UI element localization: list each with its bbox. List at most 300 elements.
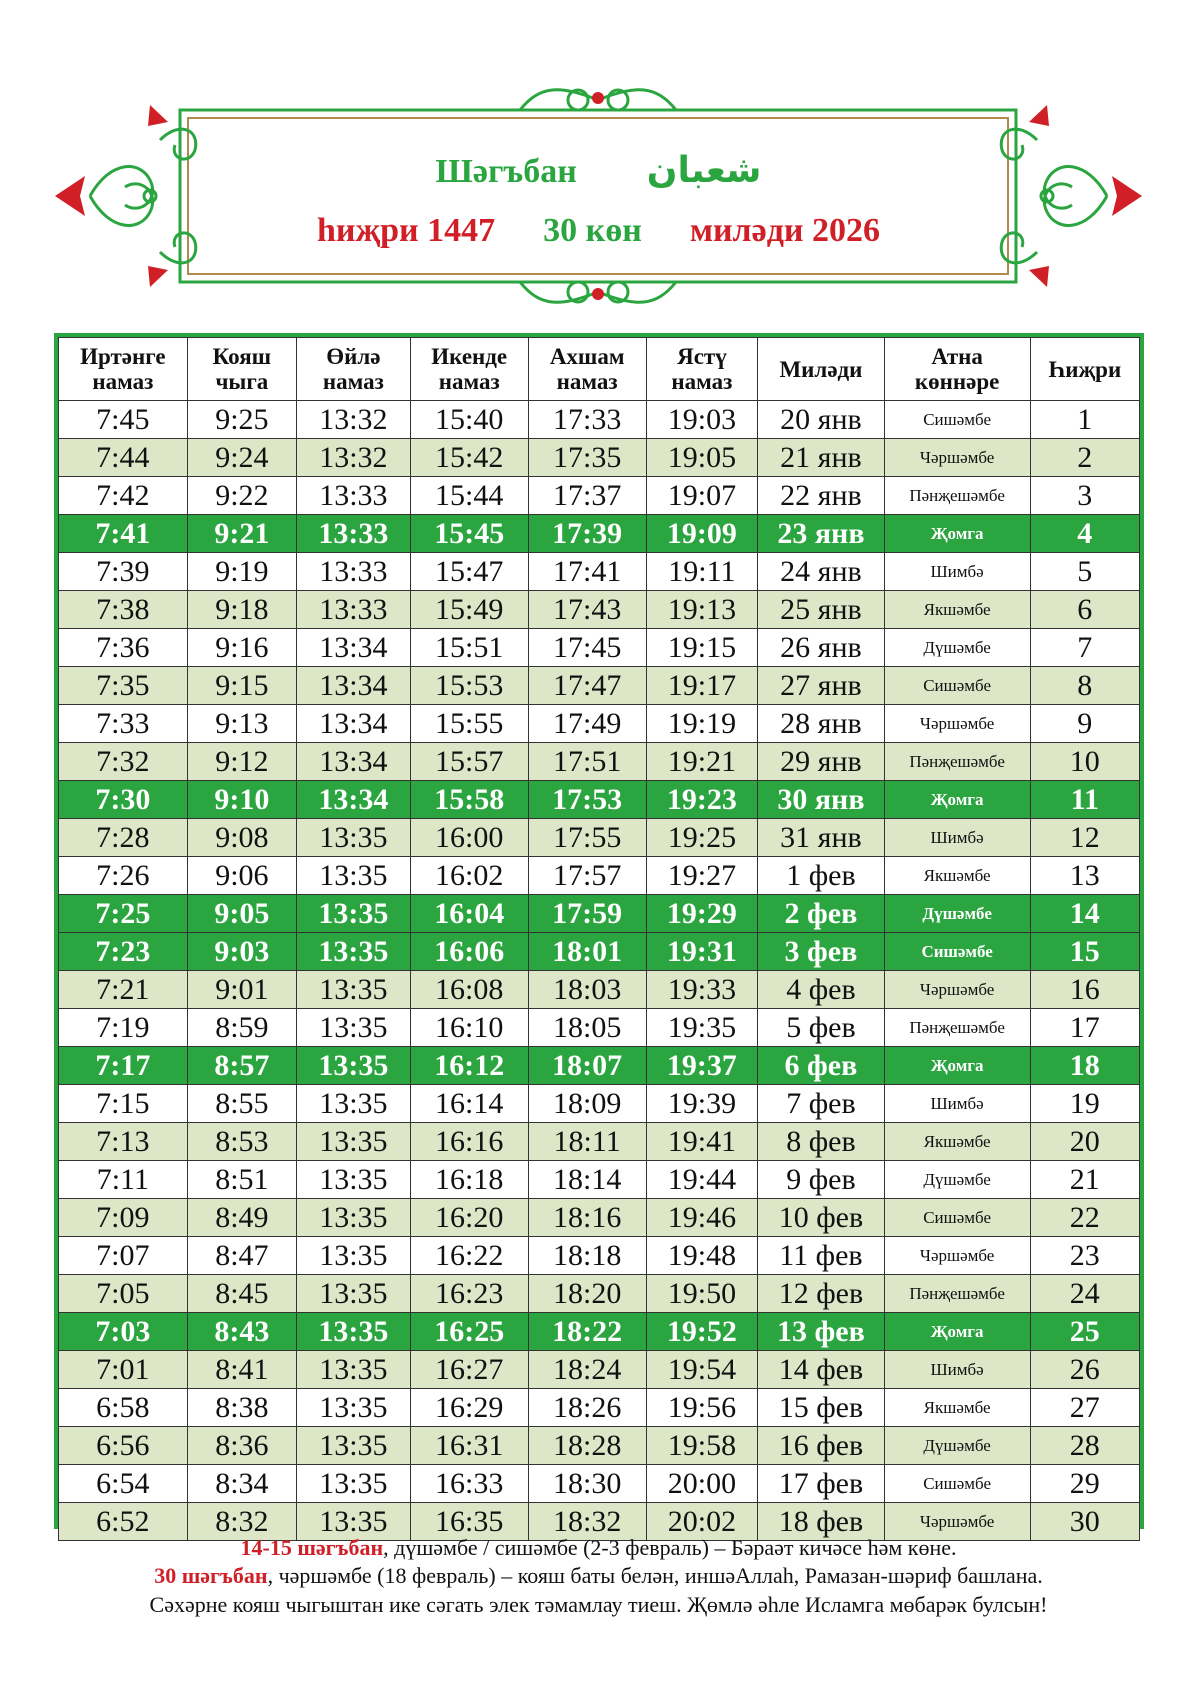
table-row	[59, 591, 1140, 629]
maghrib-time: 18:24	[528, 1351, 646, 1389]
hijri-day: 25	[1030, 1313, 1139, 1351]
maghrib-time: 18:01	[528, 933, 646, 971]
maghrib-time: 18:16	[528, 1199, 646, 1237]
maghrib-time: 17:47	[528, 667, 646, 705]
fajr-time: 7:05	[59, 1275, 188, 1313]
gregorian-date: 24 янв	[758, 553, 885, 591]
dhuhr-time: 13:35	[297, 1427, 411, 1465]
hijri-day: 19	[1030, 1085, 1139, 1123]
hijri-day: 8	[1030, 667, 1139, 705]
hijri-day: 21	[1030, 1161, 1139, 1199]
weekday: Шимбә	[884, 1085, 1030, 1123]
footer-note-ramadan-date: 30 шәгъбан	[154, 1563, 268, 1588]
maghrib-time: 17:43	[528, 591, 646, 629]
sunrise-time: 9:10	[187, 781, 296, 819]
weekday: Пәнҗешәмбе	[884, 477, 1030, 515]
table-row	[59, 781, 1140, 819]
dhuhr-time: 13:35	[297, 1085, 411, 1123]
hijri-day: 12	[1030, 819, 1139, 857]
gregorian-date: 1 фев	[758, 857, 885, 895]
gregorian-date: 21 янв	[758, 439, 885, 477]
hijri-day: 18	[1030, 1047, 1139, 1085]
table-row	[59, 1161, 1140, 1199]
dhuhr-time: 13:33	[297, 515, 411, 553]
hijri-day: 23	[1030, 1237, 1139, 1275]
maghrib-time: 17:55	[528, 819, 646, 857]
asr-time: 16:00	[410, 819, 528, 857]
isha-time: 19:41	[646, 1123, 758, 1161]
weekday: Чәршәмбе	[884, 1503, 1030, 1541]
column-header: Иртәнге намаз	[59, 338, 188, 401]
isha-time: 19:05	[646, 439, 758, 477]
table-row	[59, 1275, 1140, 1313]
asr-time: 16:04	[410, 895, 528, 933]
prayer-times-table-frame	[54, 333, 1144, 1538]
dhuhr-time: 13:34	[297, 629, 411, 667]
gregorian-date: 16 фев	[758, 1427, 885, 1465]
weekday: Дүшәмбе	[884, 1161, 1030, 1199]
asr-time: 15:55	[410, 705, 528, 743]
isha-time: 19:56	[646, 1389, 758, 1427]
fajr-time: 7:41	[59, 515, 188, 553]
hijri-day: 28	[1030, 1427, 1139, 1465]
hijri-day: 30	[1030, 1503, 1139, 1541]
hijri-day: 11	[1030, 781, 1139, 819]
dhuhr-time: 13:35	[297, 857, 411, 895]
hijri-day: 7	[1030, 629, 1139, 667]
dhuhr-time: 13:33	[297, 477, 411, 515]
fajr-time: 7:13	[59, 1123, 188, 1161]
maghrib-time: 18:32	[528, 1503, 646, 1541]
maghrib-time: 17:39	[528, 515, 646, 553]
hijri-day: 5	[1030, 553, 1139, 591]
isha-time: 19:58	[646, 1427, 758, 1465]
column-header: Атна көннәре	[884, 338, 1030, 401]
table-row	[59, 971, 1140, 1009]
asr-time: 16:23	[410, 1275, 528, 1313]
dhuhr-time: 13:35	[297, 819, 411, 857]
sunrise-time: 9:05	[187, 895, 296, 933]
hijri-day: 4	[1030, 515, 1139, 553]
table-row	[59, 667, 1140, 705]
table-row	[59, 1123, 1140, 1161]
maghrib-time: 18:18	[528, 1237, 646, 1275]
fajr-time: 7:26	[59, 857, 188, 895]
asr-time: 15:53	[410, 667, 528, 705]
weekday: Сишәмбе	[884, 667, 1030, 705]
table-body	[59, 401, 1140, 1541]
sunrise-time: 8:36	[187, 1427, 296, 1465]
days-count: 30 көн	[543, 212, 642, 249]
gregorian-date: 8 фев	[758, 1123, 885, 1161]
hijri-day: 1	[1030, 401, 1139, 439]
sunrise-time: 8:43	[187, 1313, 296, 1351]
asr-time: 16:08	[410, 971, 528, 1009]
gregorian-date: 25 янв	[758, 591, 885, 629]
table-row	[59, 1085, 1140, 1123]
sunrise-time: 9:22	[187, 477, 296, 515]
fajr-time: 7:42	[59, 477, 188, 515]
isha-time: 19:37	[646, 1047, 758, 1085]
sunrise-time: 9:21	[187, 515, 296, 553]
table-row	[59, 1465, 1140, 1503]
asr-time: 16:02	[410, 857, 528, 895]
isha-time: 19:03	[646, 401, 758, 439]
table-row	[59, 439, 1140, 477]
gregorian-date: 18 фев	[758, 1503, 885, 1541]
fajr-time: 7:15	[59, 1085, 188, 1123]
column-header: Ястү намаз	[646, 338, 758, 401]
fajr-time: 6:58	[59, 1389, 188, 1427]
table-header	[59, 338, 1140, 401]
hijri-day: 26	[1030, 1351, 1139, 1389]
maghrib-time: 18:28	[528, 1427, 646, 1465]
dhuhr-time: 13:35	[297, 971, 411, 1009]
sunrise-time: 9:03	[187, 933, 296, 971]
maghrib-time: 18:20	[528, 1275, 646, 1313]
isha-time: 19:19	[646, 705, 758, 743]
sunrise-time: 9:18	[187, 591, 296, 629]
weekday: Пәнҗешәмбе	[884, 743, 1030, 781]
fajr-time: 7:33	[59, 705, 188, 743]
gregorian-date: 23 янв	[758, 515, 885, 553]
column-header: Һиҗри	[1030, 338, 1139, 401]
fajr-time: 6:54	[59, 1465, 188, 1503]
asr-time: 15:51	[410, 629, 528, 667]
isha-time: 19:54	[646, 1351, 758, 1389]
sunrise-time: 8:34	[187, 1465, 296, 1503]
isha-time: 19:46	[646, 1199, 758, 1237]
weekday: Сишәмбе	[884, 401, 1030, 439]
hijri-day: 14	[1030, 895, 1139, 933]
asr-time: 16:20	[410, 1199, 528, 1237]
weekday: Дүшәмбе	[884, 895, 1030, 933]
fajr-time: 7:17	[59, 1047, 188, 1085]
month-name-arabic: شعبان	[646, 150, 762, 191]
gregorian-date: 26 янв	[758, 629, 885, 667]
isha-time: 19:44	[646, 1161, 758, 1199]
sunrise-time: 8:53	[187, 1123, 296, 1161]
fajr-time: 6:56	[59, 1427, 188, 1465]
weekday: Чәршәмбе	[884, 971, 1030, 1009]
asr-time: 16:10	[410, 1009, 528, 1047]
weekday: Сишәмбе	[884, 1465, 1030, 1503]
asr-time: 16:27	[410, 1351, 528, 1389]
column-header: Кояш чыга	[187, 338, 296, 401]
isha-time: 20:02	[646, 1503, 758, 1541]
weekday: Дүшәмбе	[884, 629, 1030, 667]
gregorian-date: 28 янв	[758, 705, 885, 743]
isha-time: 19:52	[646, 1313, 758, 1351]
isha-time: 20:00	[646, 1465, 758, 1503]
table-row	[59, 401, 1140, 439]
hijri-day: 2	[1030, 439, 1139, 477]
dhuhr-time: 13:35	[297, 1313, 411, 1351]
sunrise-time: 9:06	[187, 857, 296, 895]
maghrib-time: 18:22	[528, 1313, 646, 1351]
isha-time: 19:07	[646, 477, 758, 515]
fajr-time: 7:21	[59, 971, 188, 1009]
prayer-times-table	[58, 337, 1140, 1541]
sunrise-time: 9:19	[187, 553, 296, 591]
dhuhr-time: 13:33	[297, 553, 411, 591]
weekday: Пәнҗешәмбе	[884, 1009, 1030, 1047]
fajr-time: 7:23	[59, 933, 188, 971]
maghrib-time: 18:09	[528, 1085, 646, 1123]
asr-time: 15:42	[410, 439, 528, 477]
dhuhr-time: 13:35	[297, 1123, 411, 1161]
weekday: Шимбә	[884, 553, 1030, 591]
sunrise-time: 9:24	[187, 439, 296, 477]
maghrib-time: 18:11	[528, 1123, 646, 1161]
gregorian-date: 12 фев	[758, 1275, 885, 1313]
asr-time: 16:16	[410, 1123, 528, 1161]
gregorian-date: 2 фев	[758, 895, 885, 933]
table-row	[59, 515, 1140, 553]
weekday: Якшәмбе	[884, 857, 1030, 895]
footer-note-baraat-date: 14-15 шәгъбан	[240, 1535, 384, 1560]
asr-time: 16:06	[410, 933, 528, 971]
fajr-time: 7:03	[59, 1313, 188, 1351]
fajr-time: 7:39	[59, 553, 188, 591]
hijri-day: 24	[1030, 1275, 1139, 1313]
sunrise-time: 8:57	[187, 1047, 296, 1085]
hijri-day: 29	[1030, 1465, 1139, 1503]
maghrib-time: 17:53	[528, 781, 646, 819]
asr-time: 16:14	[410, 1085, 528, 1123]
weekday: Пәнҗешәмбе	[884, 1275, 1030, 1313]
dhuhr-time: 13:32	[297, 401, 411, 439]
gregorian-date: 3 фев	[758, 933, 885, 971]
fajr-time: 7:25	[59, 895, 188, 933]
dhuhr-time: 13:34	[297, 705, 411, 743]
maghrib-time: 17:33	[528, 401, 646, 439]
column-header: Өйлә намаз	[297, 338, 411, 401]
maghrib-time: 18:30	[528, 1465, 646, 1503]
dhuhr-time: 13:33	[297, 591, 411, 629]
asr-time: 15:58	[410, 781, 528, 819]
gregorian-date: 11 фев	[758, 1237, 885, 1275]
sunrise-time: 9:15	[187, 667, 296, 705]
asr-time: 16:18	[410, 1161, 528, 1199]
table-row	[59, 477, 1140, 515]
hijri-day: 15	[1030, 933, 1139, 971]
maghrib-time: 17:59	[528, 895, 646, 933]
fajr-time: 7:07	[59, 1237, 188, 1275]
gregorian-date: 15 фев	[758, 1389, 885, 1427]
sunrise-time: 8:32	[187, 1503, 296, 1541]
maghrib-time: 17:35	[528, 439, 646, 477]
sunrise-time: 9:01	[187, 971, 296, 1009]
sunrise-time: 9:08	[187, 819, 296, 857]
hijri-day: 27	[1030, 1389, 1139, 1427]
isha-time: 19:48	[646, 1237, 758, 1275]
gregorian-date: 6 фев	[758, 1047, 885, 1085]
weekday: Җомга	[884, 515, 1030, 553]
hijri-day: 9	[1030, 705, 1139, 743]
isha-time: 19:39	[646, 1085, 758, 1123]
maghrib-time: 17:41	[528, 553, 646, 591]
weekday: Сишәмбе	[884, 1199, 1030, 1237]
isha-time: 19:21	[646, 743, 758, 781]
asr-time: 15:47	[410, 553, 528, 591]
month-name-tatar: Шәгъбан	[435, 153, 577, 190]
dhuhr-time: 13:35	[297, 1161, 411, 1199]
sunrise-time: 9:16	[187, 629, 296, 667]
maghrib-time: 18:07	[528, 1047, 646, 1085]
table-row	[59, 553, 1140, 591]
weekday: Якшәмбе	[884, 1389, 1030, 1427]
table-row	[59, 1427, 1140, 1465]
dhuhr-time: 13:34	[297, 667, 411, 705]
fajr-time: 7:28	[59, 819, 188, 857]
dhuhr-time: 13:34	[297, 781, 411, 819]
gregorian-date: 7 фев	[758, 1085, 885, 1123]
table-row	[59, 1351, 1140, 1389]
table-row	[59, 1237, 1140, 1275]
isha-time: 19:15	[646, 629, 758, 667]
gregorian-year: миләди 2026	[689, 212, 881, 249]
asr-time: 16:12	[410, 1047, 528, 1085]
table-row	[59, 1313, 1140, 1351]
weekday: Сишәмбе	[884, 933, 1030, 971]
hijri-day: 20	[1030, 1123, 1139, 1161]
gregorian-date: 13 фев	[758, 1313, 885, 1351]
hijri-day: 10	[1030, 743, 1139, 781]
table-row	[59, 705, 1140, 743]
sunrise-time: 9:25	[187, 401, 296, 439]
fajr-time: 6:52	[59, 1503, 188, 1541]
asr-time: 15:44	[410, 477, 528, 515]
weekday: Шимбә	[884, 819, 1030, 857]
fajr-time: 7:11	[59, 1161, 188, 1199]
maghrib-time: 17:45	[528, 629, 646, 667]
asr-time: 16:22	[410, 1237, 528, 1275]
isha-time: 19:31	[646, 933, 758, 971]
fajr-time: 7:36	[59, 629, 188, 667]
sunrise-time: 8:45	[187, 1275, 296, 1313]
dhuhr-time: 13:35	[297, 1389, 411, 1427]
fajr-time: 7:19	[59, 1009, 188, 1047]
table-row	[59, 629, 1140, 667]
isha-time: 19:09	[646, 515, 758, 553]
table-row	[59, 857, 1140, 895]
sunrise-time: 9:12	[187, 743, 296, 781]
gregorian-date: 31 янв	[758, 819, 885, 857]
year-line	[0, 212, 1197, 262]
dhuhr-time: 13:35	[297, 1351, 411, 1389]
fajr-time: 7:44	[59, 439, 188, 477]
table-row	[59, 1047, 1140, 1085]
asr-time: 16:25	[410, 1313, 528, 1351]
isha-time: 19:27	[646, 857, 758, 895]
column-header: Икенде намаз	[410, 338, 528, 401]
table-row	[59, 895, 1140, 933]
weekday: Чәршәмбе	[884, 439, 1030, 477]
dhuhr-time: 13:35	[297, 1047, 411, 1085]
weekday: Чәршәмбе	[884, 705, 1030, 743]
hijri-day: 6	[1030, 591, 1139, 629]
fajr-time: 7:35	[59, 667, 188, 705]
asr-time: 15:40	[410, 401, 528, 439]
hijri-day: 22	[1030, 1199, 1139, 1237]
weekday: Җомга	[884, 781, 1030, 819]
hijri-year: һиҗри 1447	[316, 212, 496, 249]
table-row	[59, 819, 1140, 857]
sunrise-time: 8:59	[187, 1009, 296, 1047]
isha-time: 19:29	[646, 895, 758, 933]
maghrib-time: 18:26	[528, 1389, 646, 1427]
footer-note-suhoor: Сәхәрне кояш чыгыштан ике сәгать элек тәмамлау тиеш. Җөмлә әһле Исламга мөбарәк булсын!	[149, 1592, 1048, 1617]
sunrise-time: 9:13	[187, 705, 296, 743]
hijri-day: 16	[1030, 971, 1139, 1009]
gregorian-date: 30 янв	[758, 781, 885, 819]
gregorian-date: 20 янв	[758, 401, 885, 439]
dhuhr-time: 13:35	[297, 1503, 411, 1541]
table-row	[59, 743, 1140, 781]
asr-time: 16:33	[410, 1465, 528, 1503]
footer-note-ramadan: 30 шәгъбан, чәршәмбе (18 февраль) – кояш баты белән, иншәАллаһ, Рамазан-шәриф башлана.	[154, 1563, 1043, 1588]
column-header: Миләди	[758, 338, 885, 401]
dhuhr-time: 13:35	[297, 933, 411, 971]
gregorian-date: 17 фев	[758, 1465, 885, 1503]
asr-time: 15:57	[410, 743, 528, 781]
gregorian-date: 4 фев	[758, 971, 885, 1009]
footer-note-baraat: 14-15 шәгъбан, дүшәмбе / сишәмбе (2-3 февраль) – Бәраәт кичәсе һәм көне.	[240, 1535, 957, 1560]
dhuhr-time: 13:35	[297, 1199, 411, 1237]
weekday: Дүшәмбе	[884, 1427, 1030, 1465]
isha-time: 19:13	[646, 591, 758, 629]
maghrib-time: 17:57	[528, 857, 646, 895]
table-row	[59, 1389, 1140, 1427]
fajr-time: 7:45	[59, 401, 188, 439]
sunrise-time: 8:51	[187, 1161, 296, 1199]
hijri-day: 17	[1030, 1009, 1139, 1047]
dhuhr-time: 13:35	[297, 1275, 411, 1313]
maghrib-time: 18:05	[528, 1009, 646, 1047]
weekday: Җомга	[884, 1047, 1030, 1085]
column-header: Ахшам намаз	[528, 338, 646, 401]
fajr-time: 7:38	[59, 591, 188, 629]
dhuhr-time: 13:35	[297, 895, 411, 933]
table-row	[59, 1009, 1140, 1047]
asr-time: 15:45	[410, 515, 528, 553]
weekday: Чәршәмбе	[884, 1237, 1030, 1275]
gregorian-date: 14 фев	[758, 1351, 885, 1389]
gregorian-date: 29 янв	[758, 743, 885, 781]
dhuhr-time: 13:35	[297, 1465, 411, 1503]
fajr-time: 7:32	[59, 743, 188, 781]
maghrib-time: 18:14	[528, 1161, 646, 1199]
fajr-time: 7:30	[59, 781, 188, 819]
isha-time: 19:25	[646, 819, 758, 857]
weekday: Шимбә	[884, 1351, 1030, 1389]
gregorian-date: 5 фев	[758, 1009, 885, 1047]
asr-time: 16:35	[410, 1503, 528, 1541]
weekday: Якшәмбе	[884, 591, 1030, 629]
asr-time: 16:31	[410, 1427, 528, 1465]
table-row	[59, 933, 1140, 971]
dhuhr-time: 13:34	[297, 743, 411, 781]
hijri-day: 13	[1030, 857, 1139, 895]
maghrib-time: 17:37	[528, 477, 646, 515]
maghrib-time: 17:49	[528, 705, 646, 743]
isha-time: 19:23	[646, 781, 758, 819]
gregorian-date: 9 фев	[758, 1161, 885, 1199]
month-title	[0, 150, 1197, 200]
dhuhr-time: 13:32	[297, 439, 411, 477]
sunrise-time: 8:55	[187, 1085, 296, 1123]
